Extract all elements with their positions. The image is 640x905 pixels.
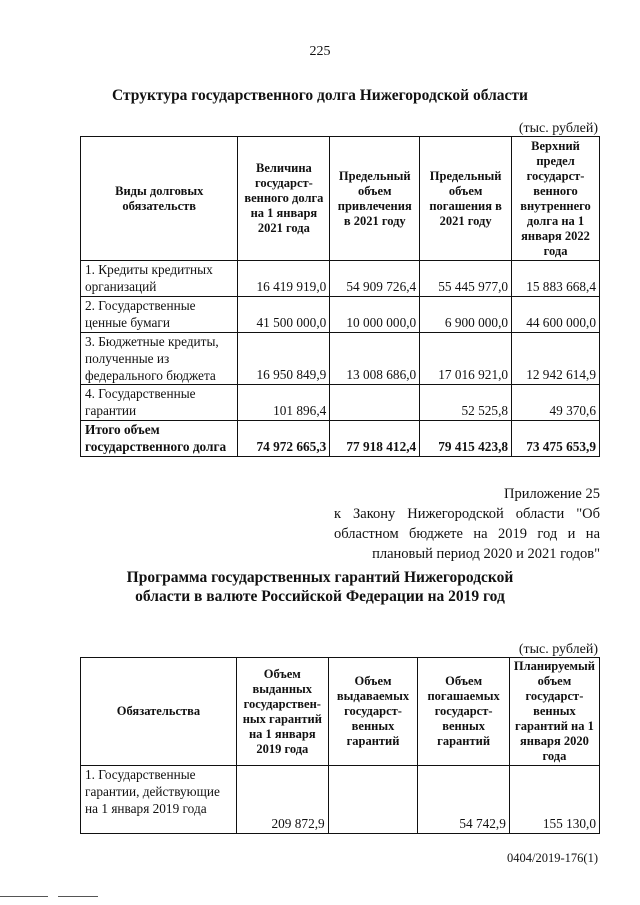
table-cell [328,766,418,834]
table-row [81,385,600,421]
table-cell: 16 950 849,9 [238,333,330,385]
table-cell: 44 600 000,0 [512,297,600,333]
table-cell: 55 445 977,0 [420,261,512,297]
table-cell: 16 419 919,0 [238,261,330,297]
table-cell: 77 918 412,4 [330,421,420,457]
table-cell: 49 370,6 [512,385,600,421]
row-label: 1. Кредиты кредитных организаций [81,261,238,297]
row-label: Итого объем государственного долга [81,421,238,457]
appendix-note [334,484,600,564]
appendix-title: Приложение 25 [504,486,600,502]
debt-structure-title: Структура государственного долга Нижегородской области [112,87,528,104]
column-header: Объем погашаемых государст-венных гарантий [418,658,510,766]
table-cell: 12 942 614,9 [512,333,600,385]
table-cell: 54 909 726,4 [330,261,420,297]
table-row [81,297,600,333]
total-row [81,421,600,457]
table-cell: 209 872,9 [236,766,328,834]
table-cell: 13 008 686,0 [330,333,420,385]
table-cell: 10 000 000,0 [330,297,420,333]
table-cell: 17 016 921,0 [420,333,512,385]
column-header: Верхний предел государст-венного внутреннего долга на 1 января 2022 года [512,137,600,261]
column-header: Обязательства [81,658,237,766]
table-header-row [81,658,600,766]
column-header: Предельный объем погашения в 2021 году [420,137,512,261]
table-cell [330,385,420,421]
table-cell: 54 742,9 [418,766,510,834]
units-label: (тыс. рублей) [518,642,598,657]
guarantees-program-title: Программа государственных гарантий Нижегородской области в валюте Российской Федерации на 2019 год [126,569,514,605]
bottom-divider [58,896,98,897]
column-header: Величина государст-венного долга на 1 января 2021 года [238,137,330,261]
table-row [81,261,600,297]
row-label: 2. Государственные ценные бумаги [81,297,238,333]
table-cell: 155 130,0 [509,766,599,834]
units-label: (тыс. рублей) [518,121,598,136]
guarantees-table [80,657,600,834]
column-header: Объем выдаваемых государст-венных гарантий [328,658,418,766]
column-header: Объем выданных государствен-ных гарантий на 1 января 2019 года [236,658,328,766]
table-cell: 41 500 000,0 [238,297,330,333]
table-row [81,766,600,834]
appendix-reference: к Закону Нижегородской области "Об областном бюджете на 2019 год и на плановый период 2020 и 2021 годов" [334,506,600,562]
column-header: Виды долговых обязательств [81,137,238,261]
table-header-row [81,137,600,261]
table-cell: 101 896,4 [238,385,330,421]
table-cell: 79 415 423,8 [420,421,512,457]
bottom-divider [0,896,48,897]
table-cell: 52 525,8 [420,385,512,421]
page-number: 225 [309,44,331,59]
row-label: 4. Государственные гарантии [81,385,238,421]
column-header: Планируемый объем государст-венных гарантий на 1 января 2020 года [509,658,599,766]
debt-structure-table [80,136,600,457]
table-cell: 74 972 665,3 [238,421,330,457]
table-cell: 73 475 653,9 [512,421,600,457]
table-row [81,333,600,385]
row-label: 1. Государственные гарантии, действующие на 1 января 2019 года [81,766,237,834]
document-code: 0404/2019-176(1) [507,851,598,865]
column-header: Предельный объем привлечения в 2021 году [330,137,420,261]
table-cell: 6 900 000,0 [420,297,512,333]
table-cell: 15 883 668,4 [512,261,600,297]
row-label: 3. Бюджетные кредиты, полученные из федерального бюджета [81,333,238,385]
